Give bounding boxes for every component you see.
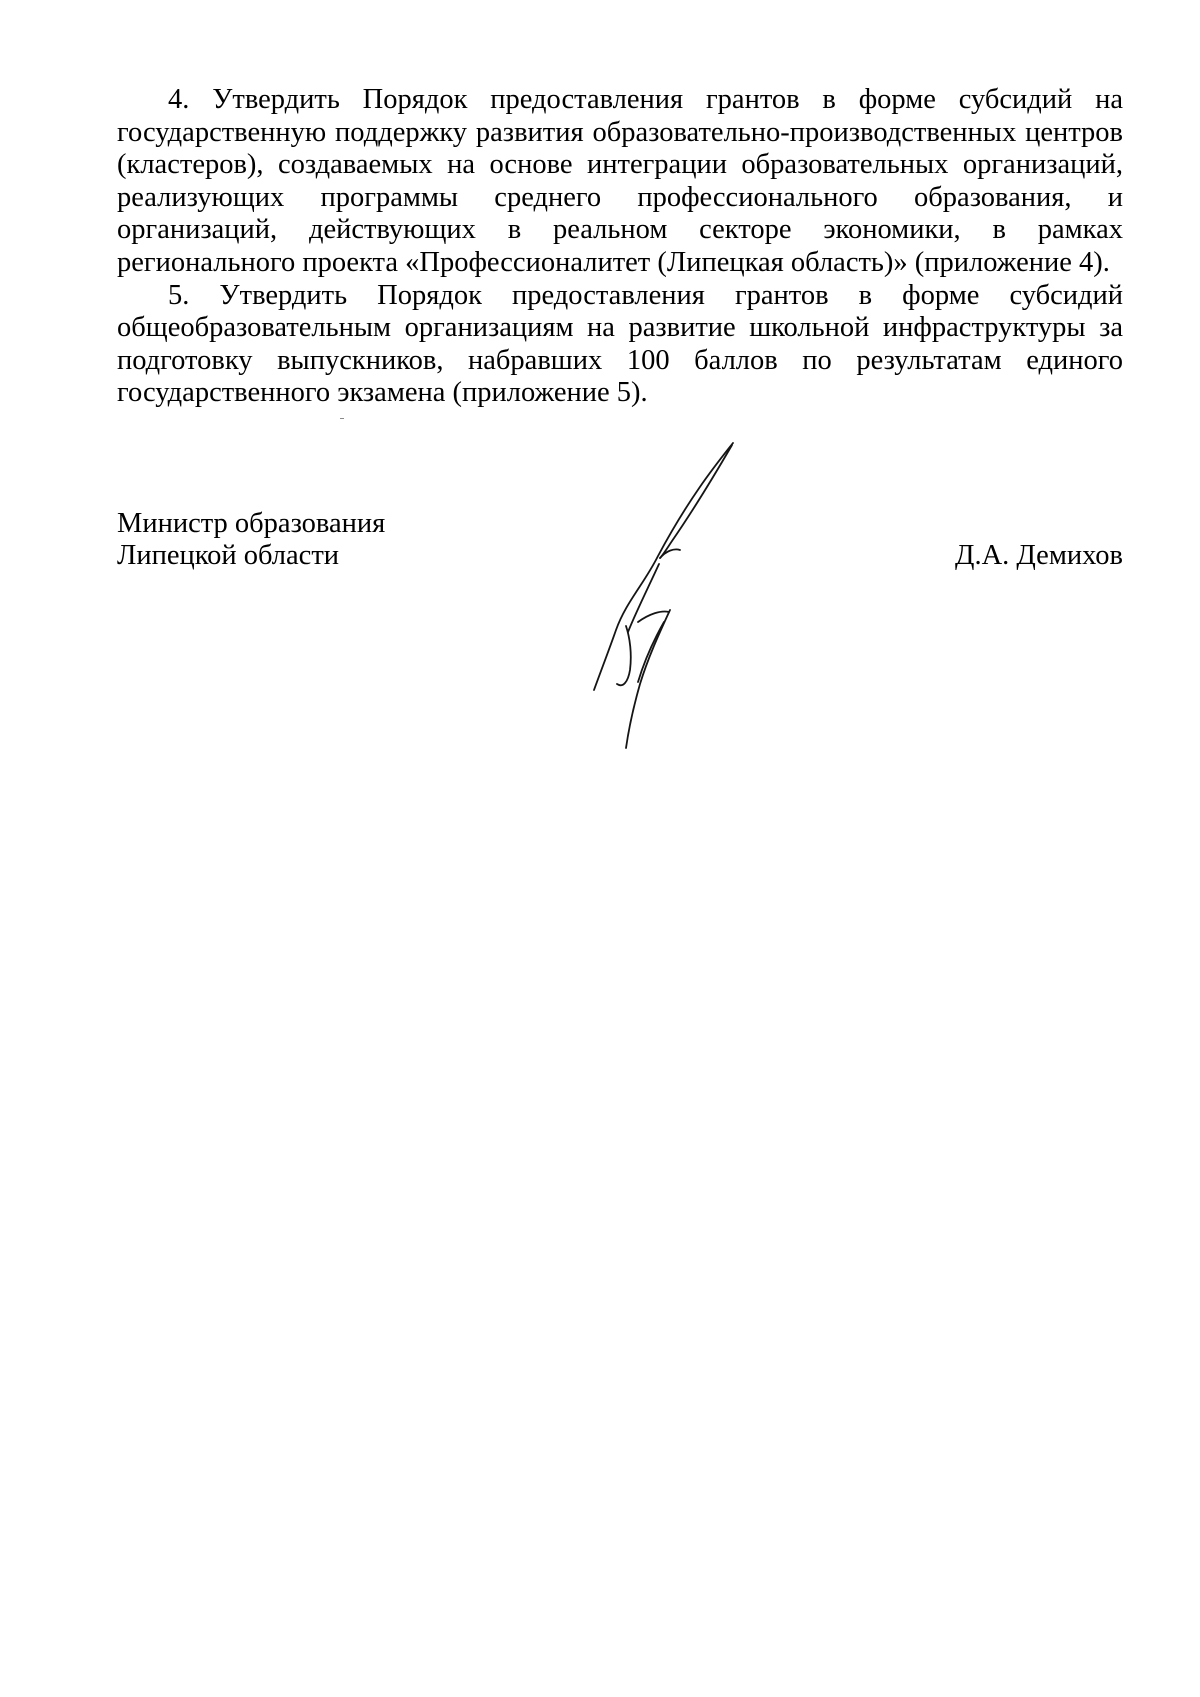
paragraph-item-5: 5. Утвердить Порядок предоставления грантов в форме субсидий общеобразовательным организациям на развитие школьной инфраструктуры за подготовку выпускников, набравших 100 баллов по результатам единого государственного экзамена (приложение 5).	[117, 279, 1123, 409]
signer-position-line-1: Министр образования	[117, 508, 386, 539]
signer-position-line-2: Липецкой области	[117, 540, 340, 571]
scan-artifact	[340, 418, 344, 419]
handwritten-signature	[586, 438, 736, 750]
signer-position	[117, 508, 385, 572]
document-body	[117, 84, 1123, 410]
paragraph-item-4: 4. Утвердить Порядок предоставления грантов в форме субсидий на государственную поддержку развития образовательно-производственных центров (кластеров), создаваемых на основе интеграции образовательных организаций, реализующих программы среднего профессионального образования, и организаций, действующих в реальном секторе экономики, в рамках регионального проекта «Профессионалитет (Липецкая область)» (приложение 4).	[117, 84, 1123, 278]
signer-name: Д.А. Демихов	[955, 540, 1123, 571]
